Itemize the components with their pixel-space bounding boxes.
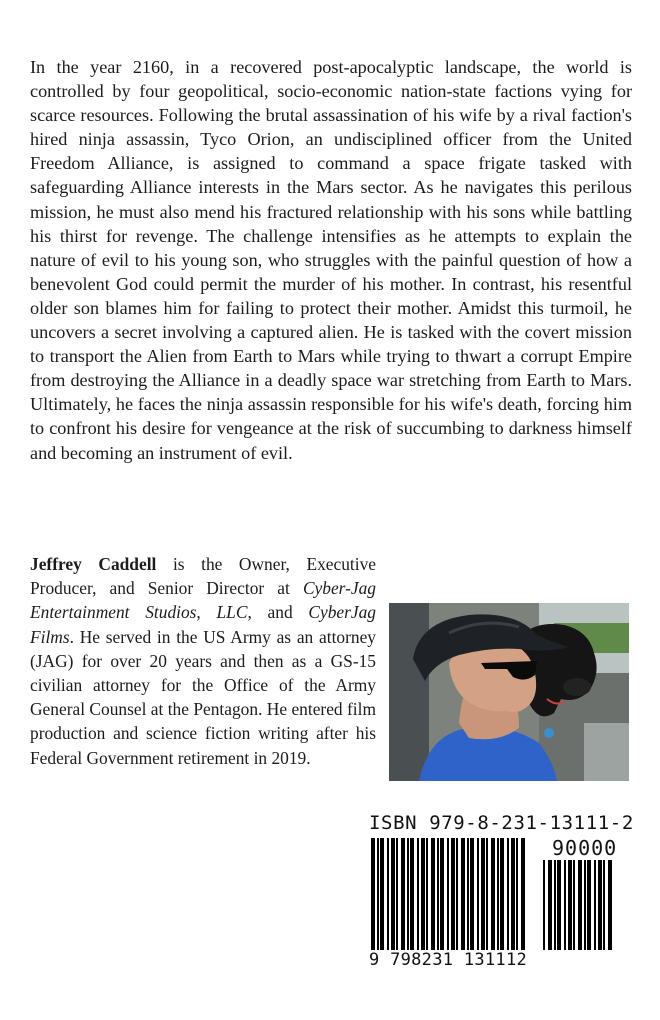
company-name: CyberJag Films [30, 602, 376, 647]
barcode-bar [568, 860, 572, 950]
barcode-bar [456, 838, 458, 950]
author-photo [389, 603, 629, 781]
isbn-label: ISBN 979-8-231-13111-2 [369, 812, 634, 834]
barcode-bar [543, 860, 545, 950]
barcode-bar [521, 838, 525, 950]
barcode-bar [407, 838, 409, 950]
barcode-bar [507, 838, 509, 950]
barcode-bar [497, 838, 499, 950]
barcode-bar [500, 838, 504, 950]
barcode-bar [564, 860, 566, 950]
author-bio: Jeffrey Caddell is the Owner, Executive Producer, and Senior Director at Cyber-Jag Entertainment Studios, LLC, and CyberJag Films. He served in the US Army as an attorney (JAG) for over 20 years and then as a GS-15 civilian attorney for the Office of the Army General Counsel at the Pentagon. He entered film production and science fiction writing after his Federal Government retirement in 2019. [30, 554, 376, 768]
author-name: Jeffrey Caddell [30, 554, 157, 574]
company-name: Cyber-Jag Entertainment Studios, LLC [30, 578, 376, 623]
barcode-bar [516, 838, 518, 950]
barcode-bar [594, 860, 596, 950]
barcode-bar [584, 860, 586, 950]
barcode-bar [380, 838, 384, 950]
barcode-bar [467, 838, 469, 950]
barcode-bar [477, 838, 479, 950]
book-description: In the year 2160, in a recovered post-apocalyptic landscape, the world is controlled by four geopolitical, socio-economic nation-state factions vying for scarce resources. Following the brutal assassination of his wife by a rival faction's hired ninja assassin, Tyco Orion, an undisciplined officer from the United Freedom Alliance, is assigned to command a space frigate tasked with safeguarding Alliance interests in the Mars sector. As he navigates this perilous mission, he must also mend his fractured relationship with his sons while battling his thirst for revenge. The challenge intensifies as he attempts to explain the nature of evil to his young son, who struggles with the painful question of how a benevolent God could permit the murder of his mother. In contrast, his resentful older son blames him for failing to protect their mother. Amidst this turmoil, he uncovers a secret involving a captured alien. He is tasked with the covert mission to transport the Alien from Earth to Mars while trying to thwart a corrupt Empire from destroying the Alliance in a deadly space war stretching from Earth to Mars. Ultimately, he faces the ninja assassin responsible for his wife's death, forcing him to confront his desire for vengeance at the risk of succumbing to darkness himself and becoming an instrument of evil. [30, 57, 632, 463]
barcode-bar [603, 860, 605, 950]
barcode-bar [391, 838, 395, 950]
barcode-addon-digits: 90000 [552, 836, 618, 860]
barcode-bar [401, 838, 405, 950]
barcode-bar [396, 838, 398, 950]
barcode-addon [541, 860, 616, 950]
barcode-bar [470, 838, 474, 950]
barcode-bar [451, 838, 455, 950]
barcode-bar [421, 838, 425, 950]
barcode-bar [608, 860, 612, 950]
barcode-bar [598, 860, 602, 950]
barcode-bar [481, 838, 485, 950]
barcode-bar [511, 838, 515, 950]
barcode-bar [573, 860, 575, 950]
barcode-bar [486, 838, 488, 950]
barcode-bar [417, 838, 419, 950]
barcode-bar [377, 838, 379, 950]
barcode-bar [557, 860, 561, 950]
barcode-bar [587, 860, 591, 950]
barcode-bar [410, 838, 414, 950]
barcode-main-digits: 9 798231 131112 [369, 950, 528, 970]
barcode-bar [440, 838, 444, 950]
barcode-bar [491, 838, 495, 950]
barcode-bar [461, 838, 465, 950]
barcode-bar [426, 838, 428, 950]
barcode-bar [371, 838, 375, 950]
barcode-main [369, 838, 529, 950]
barcode-bar [387, 838, 389, 950]
barcode-bar [554, 860, 556, 950]
barcode-bar [447, 838, 449, 950]
barcode-bar [578, 860, 582, 950]
barcode-bar [437, 838, 439, 950]
barcode-bar [548, 860, 552, 950]
barcode-bar [431, 838, 435, 950]
